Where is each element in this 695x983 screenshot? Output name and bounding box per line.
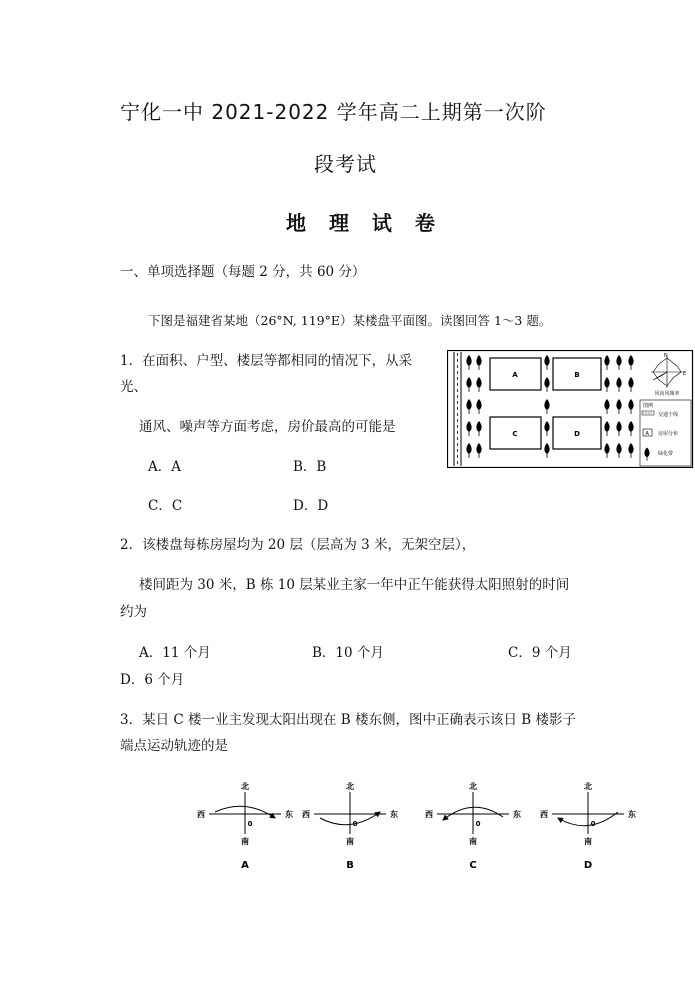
q3-option-d: D bbox=[583, 860, 593, 871]
label-west: 西 bbox=[197, 810, 205, 819]
building-label-d: D bbox=[574, 430, 580, 438]
legend-tree: 绿化带 bbox=[658, 451, 674, 457]
label-origin: 0 bbox=[352, 820, 358, 828]
label-origin: 0 bbox=[475, 820, 481, 828]
q2-stem-line-1: 2．该楼盘每栋房屋均为 20 层（层高为 3 米，无架空层）， bbox=[120, 537, 476, 553]
section-heading: 一、单项选择题（每题 2 分，共 60 分） bbox=[120, 264, 366, 280]
q3-diagrams bbox=[195, 778, 645, 876]
q2-option-c[interactable]: C．9 个月 bbox=[508, 645, 572, 661]
label-origin: 0 bbox=[590, 820, 596, 828]
label-north: 北 bbox=[241, 782, 249, 791]
q2-stem-line-2: 楼间距为 30 米，B 栋 10 层某业主家一年中正午能获得太阳照射的时间 bbox=[139, 577, 570, 593]
q3-option-c: C bbox=[469, 860, 477, 871]
label-west: 西 bbox=[425, 810, 433, 819]
label-origin: 0 bbox=[247, 820, 253, 828]
label-east: 东 bbox=[513, 810, 521, 819]
q1-option-a[interactable]: A．A bbox=[148, 459, 181, 475]
legend-house-symbol: A bbox=[645, 431, 649, 437]
q1-stem-line-2: 光、 bbox=[120, 379, 147, 395]
q1-stem-line-1: 1．在面积、户型、楼层等都相同的情况下，从采 bbox=[120, 353, 413, 369]
q3-option-a: A bbox=[241, 860, 249, 871]
label-south: 南 bbox=[469, 837, 477, 846]
title-line-1: 宁化一中 2021-2022 学年高二上期第一次阶 bbox=[120, 100, 547, 124]
q1-option-d[interactable]: D．D bbox=[293, 498, 329, 514]
compass-n: N bbox=[664, 353, 668, 359]
q1-option-c[interactable]: C．C bbox=[148, 498, 183, 514]
compass-e: E bbox=[683, 371, 687, 377]
compass-caption: 风向风频率 bbox=[654, 391, 680, 397]
q1-stem-line-3: 通风、噪声等方面考虑，房价最高的可能是 bbox=[139, 419, 396, 435]
label-south: 南 bbox=[584, 837, 592, 846]
label-south: 南 bbox=[241, 837, 249, 846]
label-east: 东 bbox=[390, 810, 398, 819]
label-east: 东 bbox=[285, 810, 293, 819]
subject-title: 地 理 试 卷 bbox=[286, 211, 443, 235]
q2-option-a[interactable]: A．11 个月 bbox=[139, 645, 211, 661]
q2-stem-line-3: 约为 bbox=[120, 604, 147, 620]
legend-title: 图例 bbox=[643, 403, 654, 409]
label-north: 北 bbox=[584, 782, 592, 791]
q3-stem-line-2: 端点运动轨迹的是 bbox=[120, 738, 228, 754]
q2-option-d[interactable]: D．6 个月 bbox=[120, 672, 185, 688]
legend-road: 交通干线 bbox=[658, 412, 679, 418]
building-label-c: C bbox=[512, 430, 518, 438]
building-label-a: A bbox=[512, 371, 518, 379]
legend-house: 房屋分布 bbox=[658, 431, 679, 437]
label-north: 北 bbox=[469, 782, 477, 791]
section-intro: 下图是福建省某地（26°N, 119°E）某楼盘平面图。读图回答 1～3 题。 bbox=[148, 313, 552, 328]
q1-option-b[interactable]: B．B bbox=[293, 459, 327, 475]
q3-stem-line-1: 3．某日 C 楼一业主发现太阳出现在 B 楼东侧，图中正确表示该日 B 楼影子 bbox=[120, 712, 577, 728]
label-west: 西 bbox=[540, 810, 548, 819]
label-west: 西 bbox=[302, 810, 310, 819]
q3-option-b: B bbox=[346, 860, 354, 871]
title-line-2: 段考试 bbox=[314, 152, 377, 176]
label-east: 东 bbox=[628, 810, 636, 819]
housing-plan-map bbox=[447, 350, 694, 468]
building-label-b: B bbox=[574, 371, 580, 379]
label-north: 北 bbox=[346, 782, 354, 791]
label-south: 南 bbox=[346, 837, 354, 846]
q2-option-b[interactable]: B．10 个月 bbox=[312, 645, 384, 661]
